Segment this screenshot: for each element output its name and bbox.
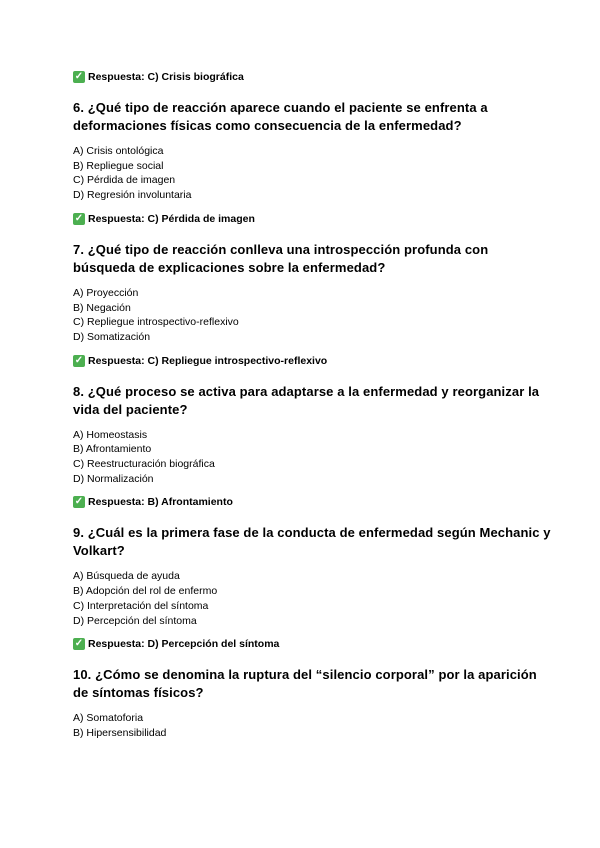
option-item: A) Homeostasis [73,428,148,441]
option-list [73,569,553,628]
answer-line [73,637,553,651]
option-item: C) Reestructuración biográfica [73,458,215,471]
answer-line [73,495,553,509]
option-item: A) Crisis ontológica [73,145,164,157]
option-list [73,428,553,487]
question-list [73,99,553,741]
option-item: D) Normalización [73,472,154,485]
question-block [73,383,553,510]
option-item: B) Afrontamiento [73,443,152,456]
answer-text: Respuesta: B) Afrontamiento [88,496,233,509]
option-item: B) Adopción del rol de enfermo [73,585,218,598]
document-page [73,70,553,741]
option-item: A) Búsqueda de ayuda [73,570,180,583]
option-item: B) Repliegue social [73,159,164,172]
answer-text: Respuesta: C) Crisis biográfica [88,71,244,83]
answer-line [73,354,553,368]
question-text: 8. ¿Qué proceso se activa para adaptarse a la enfermedad y reorganizar la vida del paciente? [73,383,540,417]
check-icon: ✓ [74,354,84,366]
question-text: 10. ¿Cómo se denomina la ruptura del “silencio corporal” por la aparición de síntomas físicos? [73,667,537,701]
option-item: D) Regresión involuntaria [73,189,192,202]
option-item: C) Interpretación del síntoma [73,599,209,612]
option-item: C) Repliegue introspectivo-reflexivo [73,316,239,329]
answer-text: Respuesta: D) Percepción del síntoma [88,638,280,651]
question-block [73,524,553,651]
option-item: B) Negación [73,301,131,314]
option-item: B) Hipersensibilidad [73,726,167,739]
option-item: D) Somatización [73,330,151,343]
answer-line [73,70,553,84]
option-item: D) Percepción del síntoma [73,614,197,627]
question-block [73,99,553,226]
check-icon: ✓ [74,71,84,82]
option-list [73,711,553,740]
answer-line [73,212,553,226]
option-item: A) Proyección [73,286,139,299]
question-text: 6. ¿Qué tipo de reacción aparece cuando el paciente se enfrenta a deformaciones físicas como consecuencia de la enfermedad? [73,100,488,133]
check-icon: ✓ [74,212,84,224]
check-icon: ✓ [74,638,84,650]
question-block [73,241,553,368]
option-list [73,144,553,203]
check-icon: ✓ [74,496,84,508]
question-block [73,666,553,740]
option-item: A) Somatoforia [73,712,144,725]
answer-text: Respuesta: C) Pérdida de imagen [88,212,255,225]
answer-text: Respuesta: C) Repliegue introspectivo-reflexivo [88,354,328,367]
option-list [73,286,553,345]
question-text: 7. ¿Qué tipo de reacción conlleva una introspección profunda con búsqueda de explicaciones sobre la enfermedad? [73,241,489,275]
option-item: C) Pérdida de imagen [73,174,176,187]
question-text: 9. ¿Cuál es la primera fase de la conducta de enfermedad según Mechanic y Volkart? [73,525,551,559]
